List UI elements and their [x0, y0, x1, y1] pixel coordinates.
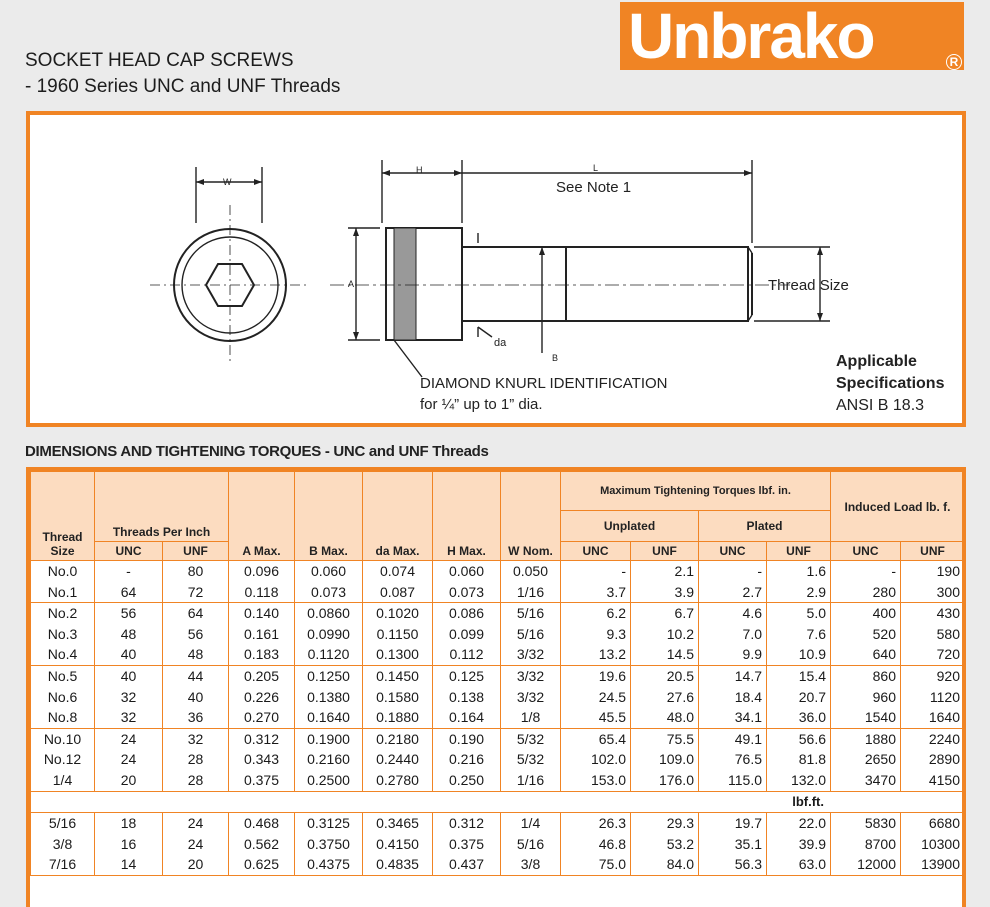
table-cell: 40 — [95, 665, 163, 686]
table-cell: 2890 — [901, 749, 965, 770]
th-max-torque: Maximum Tightening Torques lbf. in. — [561, 472, 831, 511]
th-plated-unf: UNF — [767, 542, 831, 561]
table-cell: 72 — [163, 582, 229, 603]
see-note-label: See Note 1 — [556, 179, 632, 196]
table-cell: 5/16 — [501, 624, 561, 645]
table-cell: 0.0990 — [295, 624, 363, 645]
table-cell: 0.2500 — [295, 770, 363, 791]
table-cell: 24 — [163, 834, 229, 855]
table-cell: 56 — [95, 603, 163, 624]
table-cell: 3/32 — [501, 687, 561, 708]
table-cell: 280 — [831, 582, 901, 603]
th-da-max: da Max. — [363, 472, 433, 561]
table-cell: 56.3 — [699, 854, 767, 875]
table-cell: 0.074 — [363, 561, 433, 582]
table-cell: 0.312 — [433, 813, 501, 834]
table-cell: 64 — [95, 582, 163, 603]
table-cell: 1640 — [901, 707, 965, 728]
table-cell: 0.375 — [229, 770, 295, 791]
table-cell: 640 — [831, 644, 901, 665]
table-cell: 5.0 — [767, 603, 831, 624]
table-cell: 65.4 — [561, 728, 631, 749]
table-cell: 0.468 — [229, 813, 295, 834]
table-row — [31, 561, 965, 582]
table-cell: 20.7 — [767, 687, 831, 708]
table-cell: 0.312 — [229, 728, 295, 749]
table-cell: 20.5 — [631, 665, 699, 686]
dimensions-table-container — [26, 467, 966, 907]
table-cell: 0.4150 — [363, 834, 433, 855]
table-cell: 0.099 — [433, 624, 501, 645]
table-cell: 5830 — [831, 813, 901, 834]
table-cell: 24.5 — [561, 687, 631, 708]
table-row — [31, 603, 965, 624]
table-cell: 5/32 — [501, 749, 561, 770]
title-line-1: SOCKET HEAD CAP SCREWS — [25, 50, 294, 71]
unit-label: lbf.ft. — [31, 791, 965, 813]
table-cell: 1540 — [831, 707, 901, 728]
table-cell: 34.1 — [699, 707, 767, 728]
table-cell: 27.6 — [631, 687, 699, 708]
table-cell: 0.1640 — [295, 707, 363, 728]
table-cell: 0.050 — [501, 561, 561, 582]
table-cell: 0.164 — [433, 707, 501, 728]
table-cell: 0.125 — [433, 665, 501, 686]
table-cell: 8700 — [831, 834, 901, 855]
table-cell: 0.4375 — [295, 854, 363, 875]
table-cell: 75.5 — [631, 728, 699, 749]
th-thread-size: Thread Size — [31, 472, 95, 561]
table-cell: 18.4 — [699, 687, 767, 708]
table-cell: No.10 — [31, 728, 95, 749]
table-cell: 102.0 — [561, 749, 631, 770]
title-line-2: - 1960 Series UNC and UNF Threads — [25, 76, 341, 97]
table-cell: 29.3 — [631, 813, 699, 834]
table-cell: 2.1 — [631, 561, 699, 582]
page-title — [25, 48, 340, 100]
table-cell: 81.8 — [767, 749, 831, 770]
table-cell: 48 — [95, 624, 163, 645]
table-cell: 13900 — [901, 854, 965, 875]
table-cell: 190 — [901, 561, 965, 582]
table-row — [31, 687, 965, 708]
table-cell: 44 — [163, 665, 229, 686]
technical-drawing — [26, 111, 966, 427]
table-cell: No.6 — [31, 687, 95, 708]
table-cell: 49.1 — [699, 728, 767, 749]
table-cell: 64 — [163, 603, 229, 624]
table-cell: 6.2 — [561, 603, 631, 624]
th-induced-unc: UNC — [831, 542, 901, 561]
table-cell: 46.8 — [561, 834, 631, 855]
table-cell: 1/8 — [501, 707, 561, 728]
table-cell: 10300 — [901, 834, 965, 855]
table-cell: 132.0 — [767, 770, 831, 791]
table-cell: 32 — [95, 707, 163, 728]
table-cell: 80 — [163, 561, 229, 582]
specs-value: ANSI B 18.3 — [836, 397, 925, 414]
table-cell: 0.1450 — [363, 665, 433, 686]
table-cell: 4.6 — [699, 603, 767, 624]
table-cell: 0.3750 — [295, 834, 363, 855]
table-cell: 5/16 — [31, 813, 95, 834]
table-cell: 0.375 — [433, 834, 501, 855]
table-row — [31, 707, 965, 728]
table-cell: 520 — [831, 624, 901, 645]
table-row — [31, 834, 965, 855]
table-cell: 2.9 — [767, 582, 831, 603]
table-cell: 45.5 — [561, 707, 631, 728]
table-cell: No.5 — [31, 665, 95, 686]
table-cell: 15.4 — [767, 665, 831, 686]
table-cell: No.4 — [31, 644, 95, 665]
table-cell: 2650 — [831, 749, 901, 770]
table-cell: 6680 — [901, 813, 965, 834]
table-cell: 0.3125 — [295, 813, 363, 834]
table-cell: 2240 — [901, 728, 965, 749]
th-h-max: H Max. — [433, 472, 501, 561]
table-cell: - — [831, 561, 901, 582]
th-induced-load: Induced Load lb. f. — [831, 472, 965, 542]
table-cell: 0.073 — [433, 582, 501, 603]
thread-profile — [566, 247, 748, 321]
table-cell: 10.9 — [767, 644, 831, 665]
table-cell: 300 — [901, 582, 965, 603]
table-cell: 39.9 — [767, 834, 831, 855]
table-cell: 0.4835 — [363, 854, 433, 875]
table-cell: 16 — [95, 834, 163, 855]
table-cell: 0.0860 — [295, 603, 363, 624]
table-cell: 14.5 — [631, 644, 699, 665]
specs-heading-2: Specifications — [836, 375, 945, 392]
table-cell: 0.2180 — [363, 728, 433, 749]
table-row — [31, 582, 965, 603]
knurl — [394, 228, 416, 340]
table-cell: 48.0 — [631, 707, 699, 728]
table-cell: 0.138 — [433, 687, 501, 708]
table-cell: 35.1 — [699, 834, 767, 855]
th-tpi: Threads Per Inch — [95, 472, 229, 542]
table-cell: 0.118 — [229, 582, 295, 603]
table-row — [31, 854, 965, 875]
table-cell: 84.0 — [631, 854, 699, 875]
th-a-max: A Max. — [229, 472, 295, 561]
table-cell: 0.112 — [433, 644, 501, 665]
table-cell: 3/32 — [501, 665, 561, 686]
table-cell: 5/16 — [501, 603, 561, 624]
th-plated: Plated — [699, 511, 831, 542]
table-cell: 0.1300 — [363, 644, 433, 665]
table-cell: 5/16 — [501, 834, 561, 855]
th-tpi-unc: UNC — [95, 542, 163, 561]
table-cell: 1/16 — [501, 582, 561, 603]
table-cell: 0.625 — [229, 854, 295, 875]
table-cell: 6.7 — [631, 603, 699, 624]
thread-size-label: Thread Size — [768, 277, 849, 294]
table-cell: 53.2 — [631, 834, 699, 855]
table-cell: No.2 — [31, 603, 95, 624]
table-cell: 0.060 — [295, 561, 363, 582]
dimensions-table — [30, 471, 965, 876]
specs-heading-1: Applicable — [836, 353, 917, 370]
table-cell: 56 — [163, 624, 229, 645]
section-title: DIMENSIONS AND TIGHTENING TORQUES - UNC and UNF Threads — [25, 443, 489, 460]
table-cell: 14 — [95, 854, 163, 875]
table-cell: 36 — [163, 707, 229, 728]
table-cell: 24 — [95, 728, 163, 749]
table-cell: 0.073 — [295, 582, 363, 603]
unbrako-logo: Unbrako R — [620, 2, 964, 70]
table-cell: 400 — [831, 603, 901, 624]
label-b: B — [552, 353, 559, 363]
table-cell: 36.0 — [767, 707, 831, 728]
unit-row — [31, 791, 965, 813]
table-cell: 56.6 — [767, 728, 831, 749]
th-w-nom: W Nom. — [501, 472, 561, 561]
table-row — [31, 665, 965, 686]
table-cell: 0.1580 — [363, 687, 433, 708]
table-cell: 20 — [163, 854, 229, 875]
table-cell: 24 — [163, 813, 229, 834]
table-cell: 22.0 — [767, 813, 831, 834]
table-cell: 0.562 — [229, 834, 295, 855]
table-cell: 10.2 — [631, 624, 699, 645]
table-cell: 3/8 — [501, 854, 561, 875]
table-cell: 20 — [95, 770, 163, 791]
table-cell: - — [95, 561, 163, 582]
table-cell: 0.226 — [229, 687, 295, 708]
table-cell: 26.3 — [561, 813, 631, 834]
table-cell: 13.2 — [561, 644, 631, 665]
table-cell: 0.3465 — [363, 813, 433, 834]
th-induced-unf: UNF — [901, 542, 965, 561]
table-cell: 3.9 — [631, 582, 699, 603]
table-cell: 1.6 — [767, 561, 831, 582]
table-row — [31, 770, 965, 791]
knurl-note-line-2: for ¼” up to 1” dia. — [420, 396, 543, 413]
table-cell: 0.060 — [433, 561, 501, 582]
table-cell: 0.140 — [229, 603, 295, 624]
table-cell: 0.1250 — [295, 665, 363, 686]
th-unplated-unf: UNF — [631, 542, 699, 561]
table-cell: No.12 — [31, 749, 95, 770]
table-cell: No.0 — [31, 561, 95, 582]
table-cell: 0.216 — [433, 749, 501, 770]
table-cell: 720 — [901, 644, 965, 665]
table-row — [31, 624, 965, 645]
table-cell: 0.2440 — [363, 749, 433, 770]
table-cell: 1880 — [831, 728, 901, 749]
th-unplated: Unplated — [561, 511, 699, 542]
registered-mark: R — [946, 54, 962, 70]
table-cell: 75.0 — [561, 854, 631, 875]
table-cell: 48 — [163, 644, 229, 665]
table-cell: 9.9 — [699, 644, 767, 665]
table-cell: 580 — [901, 624, 965, 645]
table-cell: 18 — [95, 813, 163, 834]
table-row — [31, 749, 965, 770]
applicable-specifications — [836, 351, 944, 417]
table-cell: 28 — [163, 749, 229, 770]
th-tpi-unf: UNF — [163, 542, 229, 561]
table-cell: 28 — [163, 770, 229, 791]
table-cell: 109.0 — [631, 749, 699, 770]
table-cell: 430 — [901, 603, 965, 624]
table-cell: 12000 — [831, 854, 901, 875]
label-h: H — [416, 165, 423, 175]
table-cell: 0.250 — [433, 770, 501, 791]
table-cell: 0.161 — [229, 624, 295, 645]
label-a: A — [348, 279, 355, 289]
table-row — [31, 813, 965, 834]
table-cell: 0.2160 — [295, 749, 363, 770]
table-cell: 4150 — [901, 770, 965, 791]
table-cell: 7.0 — [699, 624, 767, 645]
table-cell: - — [561, 561, 631, 582]
table-cell: 19.6 — [561, 665, 631, 686]
table-cell: 7/16 — [31, 854, 95, 875]
table-cell: 1/4 — [501, 813, 561, 834]
table-cell: 2.7 — [699, 582, 767, 603]
table-cell: 3470 — [831, 770, 901, 791]
table-cell: 0.2780 — [363, 770, 433, 791]
table-cell: 0.1900 — [295, 728, 363, 749]
table-cell: No.8 — [31, 707, 95, 728]
table-body — [31, 561, 965, 876]
table-cell: 24 — [95, 749, 163, 770]
table-cell: 9.3 — [561, 624, 631, 645]
table-cell: 1120 — [901, 687, 965, 708]
table-cell: 0.086 — [433, 603, 501, 624]
table-cell: 1/4 — [31, 770, 95, 791]
table-cell: 860 — [831, 665, 901, 686]
table-cell: 0.1020 — [363, 603, 433, 624]
table-cell: 63.0 — [767, 854, 831, 875]
table-cell: 3/8 — [31, 834, 95, 855]
label-w: W — [223, 177, 232, 187]
table-cell: 960 — [831, 687, 901, 708]
table-cell: 115.0 — [699, 770, 767, 791]
table-cell: 0.270 — [229, 707, 295, 728]
table-cell: 7.6 — [767, 624, 831, 645]
table-cell: 40 — [163, 687, 229, 708]
table-cell: 153.0 — [561, 770, 631, 791]
table-cell: 40 — [95, 644, 163, 665]
table-cell: No.3 — [31, 624, 95, 645]
th-plated-unc: UNC — [699, 542, 767, 561]
knurl-note-line-1: DIAMOND KNURL IDENTIFICATION — [420, 375, 668, 392]
table-cell: 0.205 — [229, 665, 295, 686]
label-l: L — [593, 163, 599, 173]
table-cell: No.1 — [31, 582, 95, 603]
table-cell: 0.183 — [229, 644, 295, 665]
table-cell: 176.0 — [631, 770, 699, 791]
table-cell: 3.7 — [561, 582, 631, 603]
table-cell: 5/32 — [501, 728, 561, 749]
table-cell: 19.7 — [699, 813, 767, 834]
table-cell: 0.190 — [433, 728, 501, 749]
table-cell: 0.1380 — [295, 687, 363, 708]
table-cell: 1/16 — [501, 770, 561, 791]
th-b-max: B Max. — [295, 472, 363, 561]
table-cell: 0.096 — [229, 561, 295, 582]
table-cell: 32 — [163, 728, 229, 749]
table-cell: 0.087 — [363, 582, 433, 603]
table-cell: - — [699, 561, 767, 582]
table-cell: 0.437 — [433, 854, 501, 875]
table-cell: 3/32 — [501, 644, 561, 665]
table-row — [31, 728, 965, 749]
table-cell: 920 — [901, 665, 965, 686]
table-cell: 14.7 — [699, 665, 767, 686]
table-cell: 0.343 — [229, 749, 295, 770]
label-da: da — [494, 337, 507, 349]
table-cell: 0.1880 — [363, 707, 433, 728]
table-cell: 0.1120 — [295, 644, 363, 665]
table-cell: 0.1150 — [363, 624, 433, 645]
table-row — [31, 644, 965, 665]
th-unplated-unc: UNC — [561, 542, 631, 561]
table-cell: 32 — [95, 687, 163, 708]
table-cell: 76.5 — [699, 749, 767, 770]
